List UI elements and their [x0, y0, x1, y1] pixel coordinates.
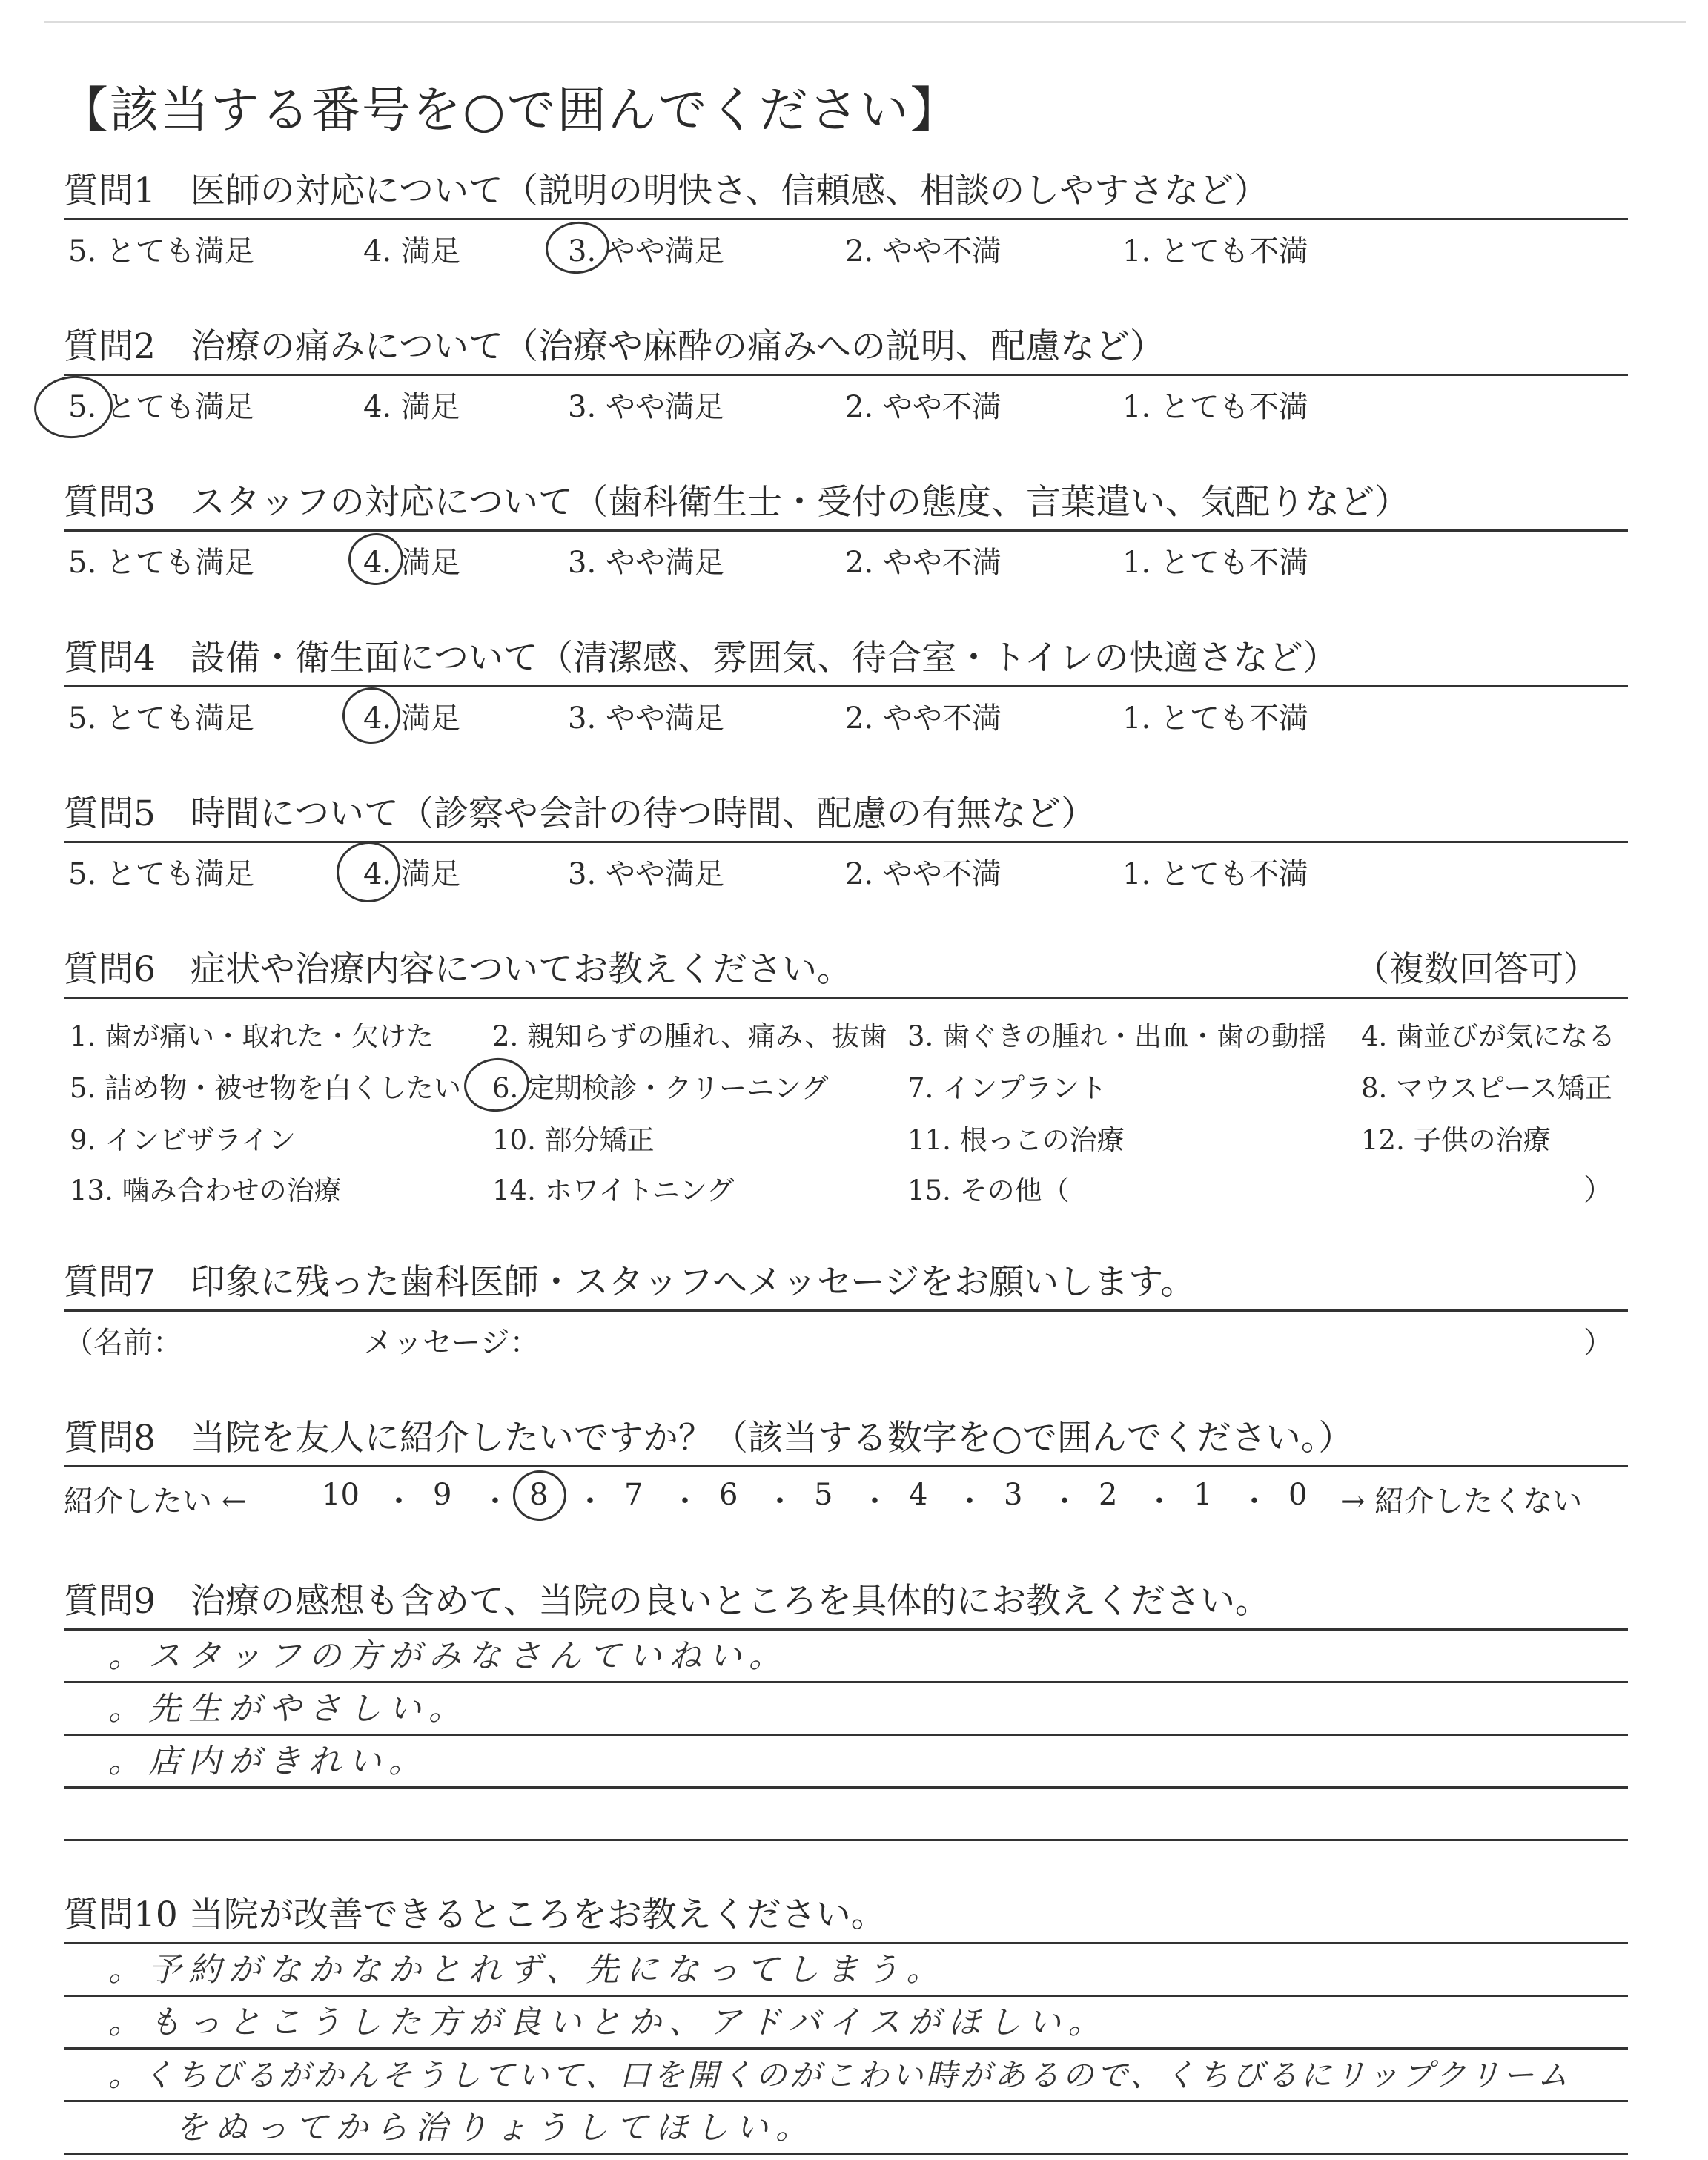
- question-8: [64, 1416, 1628, 1521]
- question-5: [64, 792, 1628, 891]
- symptom-option[interactable]: 3. 歯ぐきの腫れ・出血・歯の動揺: [907, 1020, 1327, 1052]
- option-3[interactable]: 3. やや満足: [568, 546, 724, 580]
- question-6: [64, 948, 1628, 1214]
- answer-line: [64, 1683, 1628, 1736]
- option-2[interactable]: 2. やや不満: [845, 701, 1002, 736]
- symptom-option[interactable]: 7. インプラント: [907, 1072, 1108, 1104]
- option-2[interactable]: 2. やや不満: [845, 234, 1002, 268]
- question-9-title: 質問9 治療の感想も含めて、当院の良いところを具体的にお教えください。: [64, 1581, 1270, 1622]
- question-1: [64, 169, 1628, 268]
- question-4-options: [64, 687, 1628, 735]
- option-4[interactable]: 4. 満足: [363, 857, 460, 891]
- question-4: [64, 636, 1628, 735]
- symptom-option[interactable]: 4. 歯並びが気になる: [1361, 1020, 1616, 1052]
- symptom-option[interactable]: 10. 部分矯正: [492, 1124, 655, 1156]
- scale-dot: ・: [575, 1484, 605, 1519]
- scale-dot: ・: [860, 1484, 890, 1519]
- selection-circle: [461, 1055, 532, 1115]
- answer-line: [64, 2102, 1628, 2155]
- scale-dot: ・: [670, 1484, 700, 1519]
- handwritten-answer: 。もっとこうした方が良いとか、アドバイスがほしい。: [108, 2004, 1108, 2041]
- symptom-option[interactable]: 2. 親知らずの腫れ、痛み、抜歯: [492, 1020, 887, 1052]
- symptom-option[interactable]: 15. その他（: [907, 1175, 1070, 1206]
- option-1[interactable]: 1. とても不満: [1122, 390, 1308, 424]
- question-2-title: 質問2 治療の痛みについて（治療や麻酔の痛みへの説明、配慮など）: [64, 326, 1165, 367]
- question-1-options: [64, 220, 1628, 268]
- handwritten-answer: 。くちびるがかんそうしていて、口を開くのがこわい時があるので、くちびるにリップクリーム: [108, 2057, 1572, 2093]
- scale-3[interactable]: 3: [1004, 1478, 1023, 1512]
- multiple-answers-note: （複数回答可）: [1354, 949, 1598, 990]
- answer-line: [64, 1789, 1628, 1841]
- option-4[interactable]: 4. 満足: [363, 546, 460, 580]
- option-5[interactable]: 5. とても満足: [68, 857, 254, 891]
- option-2[interactable]: 2. やや不満: [845, 546, 1002, 580]
- option-1[interactable]: 1. とても不満: [1122, 857, 1308, 891]
- option-3[interactable]: 3. やや満足: [568, 701, 724, 736]
- question-3: [64, 480, 1628, 579]
- scale-dot: ・: [765, 1484, 795, 1519]
- recommend-scale: [64, 1467, 1628, 1521]
- option-3[interactable]: 3. やや満足: [568, 390, 724, 424]
- option-1[interactable]: 1. とても不満: [1122, 701, 1308, 736]
- symptom-option[interactable]: 1. 歯が痛い・取れた・欠けた: [70, 1020, 434, 1052]
- handwritten-answer: 。スタッフの方がみなさんていねい。: [108, 1637, 789, 1675]
- handwritten-answer: 。予約がなかなかとれず、先になってしまう。: [108, 1951, 947, 1989]
- symptom-option[interactable]: 14. ホワイトニング: [492, 1175, 735, 1206]
- symptom-option[interactable]: 6. 定期検診・クリーニング: [492, 1072, 829, 1104]
- option-3[interactable]: 3. やや満足: [568, 857, 724, 891]
- question-7-title: 質問7 印象に残った歯科医師・スタッフへメッセージをお願いします。: [64, 1262, 1196, 1303]
- scale-dot: ・: [1145, 1484, 1174, 1519]
- scale-1[interactable]: 1: [1194, 1478, 1213, 1512]
- question-4-title: 質問4 設備・衛生面について（清潔感、雰囲気、待合室・トイレの快適さなど）: [64, 638, 1338, 678]
- handwritten-answer: をぬってから治りょうしてほしい。: [175, 2109, 815, 2147]
- symptom-option[interactable]: 13. 噛み合わせの治療: [70, 1175, 342, 1206]
- scale-dot: ・: [1239, 1484, 1269, 1519]
- top-border: [44, 21, 1686, 23]
- question-8-title: 質問8 当院を友人に紹介したいですか？（該当する数字を○で囲んでください。）: [64, 1418, 1354, 1459]
- instruction-header: 【該当する番号を○で囲んでください】: [59, 82, 961, 139]
- handwritten-answer: 。店内がきれい。: [108, 1743, 428, 1780]
- scale-9[interactable]: 9: [433, 1478, 452, 1512]
- symptom-option[interactable]: 12. 子供の治療: [1361, 1124, 1551, 1156]
- scale-8[interactable]: 8: [529, 1478, 549, 1512]
- option-3[interactable]: 3. やや満足: [568, 234, 724, 268]
- question-10-title: 質問10 当院が改善できるところをお教えください。: [64, 1895, 886, 1935]
- question-6-title: [64, 948, 1628, 992]
- answer-line: [64, 1631, 1628, 1683]
- option-5[interactable]: 5. とても満足: [68, 546, 254, 580]
- selection-circle: [334, 839, 403, 906]
- option-2[interactable]: 2. やや不満: [845, 857, 1002, 891]
- message-label: メッセージ：: [363, 1326, 540, 1360]
- not-recommend-label: → 紹介したくない: [1340, 1484, 1583, 1519]
- option-1[interactable]: 1. とても不満: [1122, 234, 1308, 268]
- option-4[interactable]: 4. 満足: [363, 701, 460, 736]
- scale-dot: ・: [480, 1484, 510, 1519]
- question-7: [64, 1261, 1628, 1365]
- selection-circle: [31, 372, 116, 443]
- question-3-options: [64, 532, 1628, 579]
- scale-7[interactable]: 7: [624, 1478, 643, 1512]
- option-5[interactable]: 5. とても満足: [68, 234, 254, 268]
- answer-line: [64, 2050, 1628, 2102]
- option-5[interactable]: 5. とても満足: [68, 390, 254, 424]
- scale-dot: ・: [1050, 1484, 1079, 1519]
- symptom-options: [64, 999, 1628, 1214]
- option-5[interactable]: 5. とても満足: [68, 701, 254, 736]
- symptom-option[interactable]: 5. 詰め物・被せ物を白くしたい: [70, 1072, 462, 1104]
- other-close-paren: ）: [1583, 1173, 1613, 1207]
- question-9: [64, 1579, 1628, 1841]
- selection-circle: [511, 1467, 569, 1523]
- option-1[interactable]: 1. とても不満: [1122, 546, 1308, 580]
- scale-dot: ・: [955, 1484, 984, 1519]
- question-10: [64, 1893, 1628, 2155]
- option-4[interactable]: 4. 満足: [363, 234, 460, 268]
- recommend-label: 紹介したい ←: [64, 1484, 247, 1519]
- scale-4[interactable]: 4: [909, 1478, 928, 1512]
- name-label: （名前：: [64, 1326, 182, 1360]
- option-4[interactable]: 4. 満足: [363, 390, 460, 424]
- answer-line: [64, 1997, 1628, 2050]
- symptom-option[interactable]: 9. インビザライン: [70, 1124, 296, 1156]
- question-2-options: [64, 376, 1628, 423]
- question-6-title-text: 質問6 症状や治療内容についてお教えください。: [64, 949, 852, 990]
- scale-10[interactable]: 10: [322, 1478, 360, 1512]
- answer-line: [64, 1944, 1628, 1997]
- symptom-option[interactable]: 11. 根っこの治療: [907, 1124, 1125, 1156]
- option-2[interactable]: 2. やや不満: [845, 390, 1002, 424]
- question-5-options: [64, 843, 1628, 891]
- scale-6[interactable]: 6: [719, 1478, 738, 1512]
- scale-0[interactable]: 0: [1288, 1478, 1308, 1512]
- scale-5[interactable]: 5: [814, 1478, 833, 1512]
- symptom-option[interactable]: 8. マウスピース矯正: [1361, 1072, 1612, 1104]
- selection-circle: [340, 684, 403, 747]
- message-fields: [64, 1312, 1628, 1365]
- question-3-title: 質問3 スタッフの対応について（歯科衛生士・受付の態度、言葉遣い、気配りなど）: [64, 482, 1409, 523]
- handwritten-answer: 。先生がやさしい。: [108, 1690, 469, 1728]
- scale-dot: ・: [384, 1484, 414, 1519]
- scale-2[interactable]: 2: [1099, 1478, 1118, 1512]
- question-5-title: 質問5 時間について（診察や会計の待つ時間、配慮の有無など）: [64, 793, 1096, 834]
- question-2: [64, 325, 1628, 423]
- answer-line: [64, 1736, 1628, 1789]
- question-1-title: 質問1 医師の対応について（説明の明快さ、信頼感、相談のしやすさなど）: [64, 171, 1269, 211]
- message-close-paren: ）: [1583, 1326, 1613, 1360]
